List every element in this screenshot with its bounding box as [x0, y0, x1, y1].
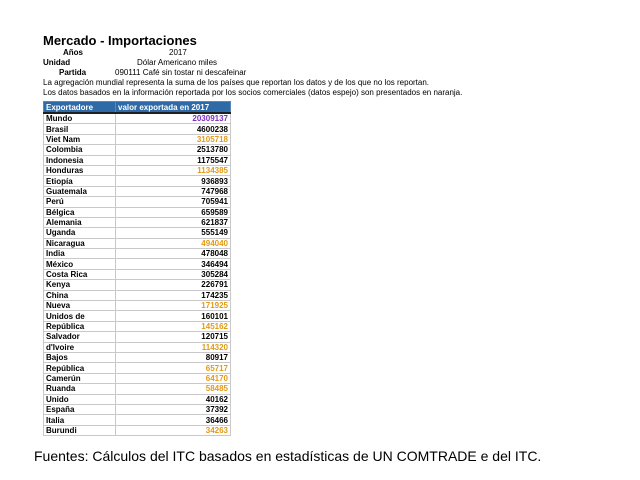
- document: [43, 33, 603, 436]
- country-cell: Brasil: [44, 124, 116, 134]
- value-cell: 40162: [116, 394, 231, 404]
- value-cell: 705941: [116, 197, 231, 207]
- table-row: [44, 238, 231, 248]
- country-cell: República: [44, 321, 116, 331]
- country-cell: Alemania: [44, 217, 116, 227]
- value-cell: 160101: [116, 311, 231, 321]
- country-cell: Etiopía: [44, 176, 116, 186]
- country-cell: Colombia: [44, 145, 116, 155]
- country-cell: Italia: [44, 415, 116, 425]
- country-cell: India: [44, 249, 116, 259]
- table-row: [44, 113, 231, 124]
- country-cell: Viet Nam: [44, 134, 116, 144]
- meta-value: 2017: [169, 48, 187, 57]
- value-cell: 621837: [116, 217, 231, 227]
- country-cell: Bélgica: [44, 207, 116, 217]
- country-cell: Uganda: [44, 228, 116, 238]
- table-row: [44, 425, 231, 435]
- country-cell: Mundo: [44, 113, 116, 124]
- meta-row-partida: [43, 68, 603, 78]
- table-row: [44, 301, 231, 311]
- value-cell: 171925: [116, 301, 231, 311]
- meta-row-unidad: [43, 58, 603, 68]
- country-cell: d'Ivoire: [44, 342, 116, 352]
- value-cell: 1175547: [116, 155, 231, 165]
- column-header-exporter: Exportadore: [44, 102, 116, 114]
- country-cell: Indonesia: [44, 155, 116, 165]
- country-cell: México: [44, 259, 116, 269]
- value-cell: 494040: [116, 238, 231, 248]
- page-title: Mercado - Importaciones: [43, 33, 197, 48]
- table-body: [44, 113, 231, 436]
- country-cell: Kenya: [44, 280, 116, 290]
- country-cell: República: [44, 363, 116, 373]
- meta-value: Dólar Americano miles: [137, 58, 218, 67]
- table-row: [44, 332, 231, 342]
- value-cell: 3105718: [116, 134, 231, 144]
- country-cell: China: [44, 290, 116, 300]
- table-row: [44, 290, 231, 300]
- table-row: [44, 176, 231, 186]
- table-header-row: [44, 102, 231, 114]
- table-row: [44, 384, 231, 394]
- table-row: [44, 124, 231, 134]
- country-cell: Costa Rica: [44, 269, 116, 279]
- table-row: [44, 415, 231, 425]
- value-cell: 555149: [116, 228, 231, 238]
- exporters-table: [43, 101, 231, 436]
- value-cell: 936893: [116, 176, 231, 186]
- value-cell: 305284: [116, 269, 231, 279]
- country-cell: Guatemala: [44, 186, 116, 196]
- value-cell: 65717: [116, 363, 231, 373]
- value-cell: 4600238: [116, 124, 231, 134]
- value-cell: 659589: [116, 207, 231, 217]
- value-cell: 34263: [116, 425, 231, 435]
- value-cell: 20309137: [116, 113, 231, 124]
- meta-key: Unidad: [43, 58, 71, 67]
- value-cell: 37392: [116, 404, 231, 414]
- value-cell: 226791: [116, 280, 231, 290]
- value-cell: 2513780: [116, 145, 231, 155]
- table-row: [44, 249, 231, 259]
- value-cell: 80917: [116, 352, 231, 362]
- country-cell: Unidos de: [44, 311, 116, 321]
- table-row: [44, 269, 231, 279]
- country-cell: Ruanda: [44, 384, 116, 394]
- table-row: [44, 186, 231, 196]
- value-cell: 58485: [116, 384, 231, 394]
- table-row: [44, 134, 231, 144]
- country-cell: Nueva: [44, 301, 116, 311]
- note-mirror-data: Los datos basados en la información reportada por los socios comerciales (datos espejo) son presentados en naranja.: [43, 88, 463, 97]
- meta-key: Partida: [59, 68, 87, 77]
- value-cell: 747968: [116, 186, 231, 196]
- country-cell: Salvador: [44, 332, 116, 342]
- table-row: [44, 373, 231, 383]
- meta-block: [43, 48, 603, 78]
- sources-footer: Fuentes: Cálculos del ITC basados en estadísticas de UN COMTRADE e del ITC.: [34, 448, 542, 464]
- country-cell: Unido: [44, 394, 116, 404]
- table-row: [44, 394, 231, 404]
- value-cell: 346494: [116, 259, 231, 269]
- meta-row-anos: [43, 48, 603, 58]
- table-row: [44, 155, 231, 165]
- value-cell: 114320: [116, 342, 231, 352]
- table-row: [44, 165, 231, 175]
- meta-value: 090111 Café sin tostar ni descafeinar: [115, 68, 247, 77]
- table-row: [44, 311, 231, 321]
- value-cell: 174235: [116, 290, 231, 300]
- country-cell: España: [44, 404, 116, 414]
- country-cell: Honduras: [44, 165, 116, 175]
- table-row: [44, 207, 231, 217]
- table-row: [44, 228, 231, 238]
- country-cell: Burundi: [44, 425, 116, 435]
- table-row: [44, 259, 231, 269]
- column-header-value: valor exportada en 2017: [116, 102, 231, 114]
- table-row: [44, 352, 231, 362]
- country-cell: Camerún: [44, 373, 116, 383]
- table-row: [44, 363, 231, 373]
- country-cell: Nicaragua: [44, 238, 116, 248]
- value-cell: 478048: [116, 249, 231, 259]
- table-row: [44, 280, 231, 290]
- value-cell: 1134385: [116, 165, 231, 175]
- table-row: [44, 197, 231, 207]
- country-cell: Bajos: [44, 352, 116, 362]
- note-aggregation: La agregación mundial representa la suma de los países que reportan los datos y de los que no los reportan.: [43, 78, 430, 87]
- country-cell: Perú: [44, 197, 116, 207]
- value-cell: 64170: [116, 373, 231, 383]
- table-row: [44, 342, 231, 352]
- value-cell: 36466: [116, 415, 231, 425]
- table-row: [44, 404, 231, 414]
- value-cell: 120715: [116, 332, 231, 342]
- table-row: [44, 321, 231, 331]
- meta-key: Años: [63, 48, 83, 57]
- table-row: [44, 145, 231, 155]
- value-cell: 145162: [116, 321, 231, 331]
- table-row: [44, 217, 231, 227]
